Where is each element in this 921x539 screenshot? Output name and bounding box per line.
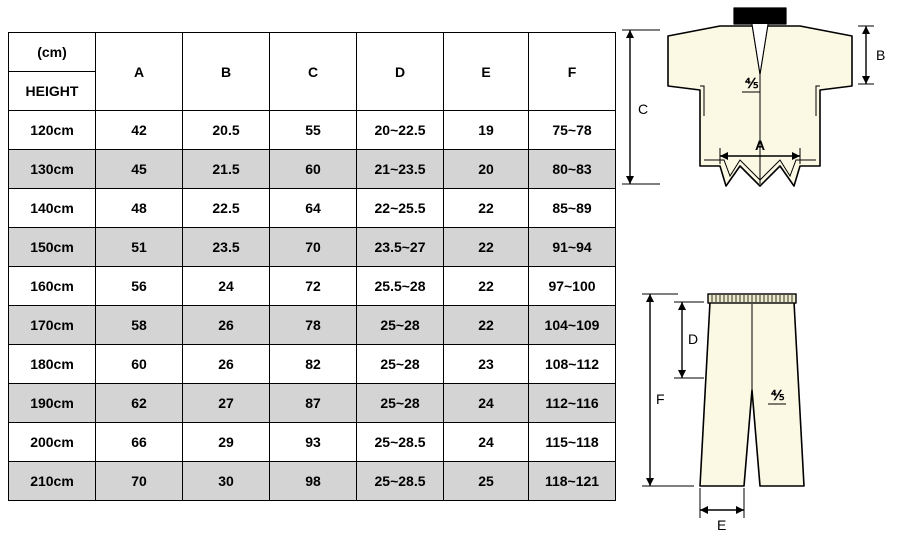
table-row — [9, 228, 616, 267]
cell-d: 25.5~28 — [357, 267, 444, 306]
header-col-e: E — [444, 33, 529, 111]
cell-d: 25~28 — [357, 384, 444, 423]
cell-a: 42 — [96, 111, 183, 150]
cell-a: 62 — [96, 384, 183, 423]
cell-c: 72 — [270, 267, 357, 306]
table-row — [9, 462, 616, 501]
cell-c: 70 — [270, 228, 357, 267]
size-table-container — [8, 32, 608, 501]
cell-e: 24 — [444, 423, 529, 462]
row-height-130: 130cm — [9, 150, 96, 189]
table-row — [9, 423, 616, 462]
cell-d: 25~28.5 — [357, 423, 444, 462]
dimension-b-label: B — [876, 47, 886, 63]
row-height-160: 160cm — [9, 267, 96, 306]
cell-d: 22~25.5 — [357, 189, 444, 228]
cell-a: 56 — [96, 267, 183, 306]
cell-f: 80~83 — [529, 150, 616, 189]
cell-f: 104~109 — [529, 306, 616, 345]
header-unit-cell: (cm) — [9, 33, 96, 72]
cell-b: 26 — [183, 306, 270, 345]
hip-logo-icon — [768, 387, 786, 404]
cell-c: 64 — [270, 189, 357, 228]
cell-b: 27 — [183, 384, 270, 423]
header-height-cell: HEIGHT — [9, 72, 96, 111]
cell-b: 30 — [183, 462, 270, 501]
dimension-e-label: E — [717, 517, 727, 533]
row-height-180: 180cm — [9, 345, 96, 384]
cell-c: 60 — [270, 150, 357, 189]
cell-b: 29 — [183, 423, 270, 462]
cell-a: 48 — [96, 189, 183, 228]
dimension-f-label: F — [656, 391, 665, 407]
cell-a: 66 — [96, 423, 183, 462]
cell-a: 58 — [96, 306, 183, 345]
table-row — [9, 345, 616, 384]
jacket-diagram — [608, 0, 921, 250]
pants-diagram — [608, 258, 921, 538]
cell-f: 118~121 — [529, 462, 616, 501]
chest-logo-icon — [742, 75, 760, 92]
cell-f: 91~94 — [529, 228, 616, 267]
cell-d: 23.5~27 — [357, 228, 444, 267]
header-col-f: F — [529, 33, 616, 111]
cell-c: 55 — [270, 111, 357, 150]
header-col-b: B — [183, 33, 270, 111]
cell-d: 25~28 — [357, 345, 444, 384]
cell-c: 87 — [270, 384, 357, 423]
dimension-e-group — [700, 488, 744, 533]
cell-b: 22.5 — [183, 189, 270, 228]
cell-e: 22 — [444, 228, 529, 267]
header-col-a: A — [96, 33, 183, 111]
cell-d: 21~23.5 — [357, 150, 444, 189]
pants-waistband — [708, 294, 796, 303]
table-row — [9, 384, 616, 423]
cell-c: 78 — [270, 306, 357, 345]
svg-text:⅘: ⅘ — [771, 387, 785, 403]
table-row — [9, 150, 616, 189]
dimension-d-label: D — [688, 331, 699, 347]
cell-d: 25~28.5 — [357, 462, 444, 501]
cell-e: 24 — [444, 384, 529, 423]
cell-a: 51 — [96, 228, 183, 267]
cell-b: 21.5 — [183, 150, 270, 189]
cell-d: 25~28 — [357, 306, 444, 345]
svg-text:⅘: ⅘ — [745, 75, 759, 91]
dimension-d-group — [674, 302, 704, 378]
cell-a: 45 — [96, 150, 183, 189]
cell-e: 25 — [444, 462, 529, 501]
cell-f: 97~100 — [529, 267, 616, 306]
cell-b: 26 — [183, 345, 270, 384]
cell-f: 75~78 — [529, 111, 616, 150]
header-col-c: C — [270, 33, 357, 111]
row-height-170: 170cm — [9, 306, 96, 345]
table-header-row-1 — [9, 33, 616, 72]
cell-b: 20.5 — [183, 111, 270, 150]
row-height-120: 120cm — [9, 111, 96, 150]
cell-f: 112~116 — [529, 384, 616, 423]
cell-e: 19 — [444, 111, 529, 150]
header-col-d: D — [357, 33, 444, 111]
table-row — [9, 111, 616, 150]
cell-e: 22 — [444, 189, 529, 228]
cell-a: 70 — [96, 462, 183, 501]
garment-diagrams — [608, 0, 921, 539]
cell-f: 85~89 — [529, 189, 616, 228]
cell-c: 82 — [270, 345, 357, 384]
row-height-190: 190cm — [9, 384, 96, 423]
dimension-c-label: C — [638, 101, 649, 117]
dimension-a-label: A — [755, 137, 766, 153]
size-table — [8, 32, 616, 501]
table-row — [9, 189, 616, 228]
row-height-140: 140cm — [9, 189, 96, 228]
cell-e: 22 — [444, 306, 529, 345]
table-row — [9, 267, 616, 306]
cell-f: 115~118 — [529, 423, 616, 462]
cell-e: 20 — [444, 150, 529, 189]
dimension-c-group — [622, 30, 660, 184]
dimension-b-group — [858, 26, 885, 84]
table-row — [9, 306, 616, 345]
cell-d: 20~22.5 — [357, 111, 444, 150]
row-height-200: 200cm — [9, 423, 96, 462]
cell-a: 60 — [96, 345, 183, 384]
cell-e: 23 — [444, 345, 529, 384]
cell-c: 98 — [270, 462, 357, 501]
row-height-210: 210cm — [9, 462, 96, 501]
cell-f: 108~112 — [529, 345, 616, 384]
cell-c: 93 — [270, 423, 357, 462]
row-height-150: 150cm — [9, 228, 96, 267]
dimension-f-group — [642, 294, 694, 486]
cell-b: 24 — [183, 267, 270, 306]
cell-b: 23.5 — [183, 228, 270, 267]
cell-e: 22 — [444, 267, 529, 306]
